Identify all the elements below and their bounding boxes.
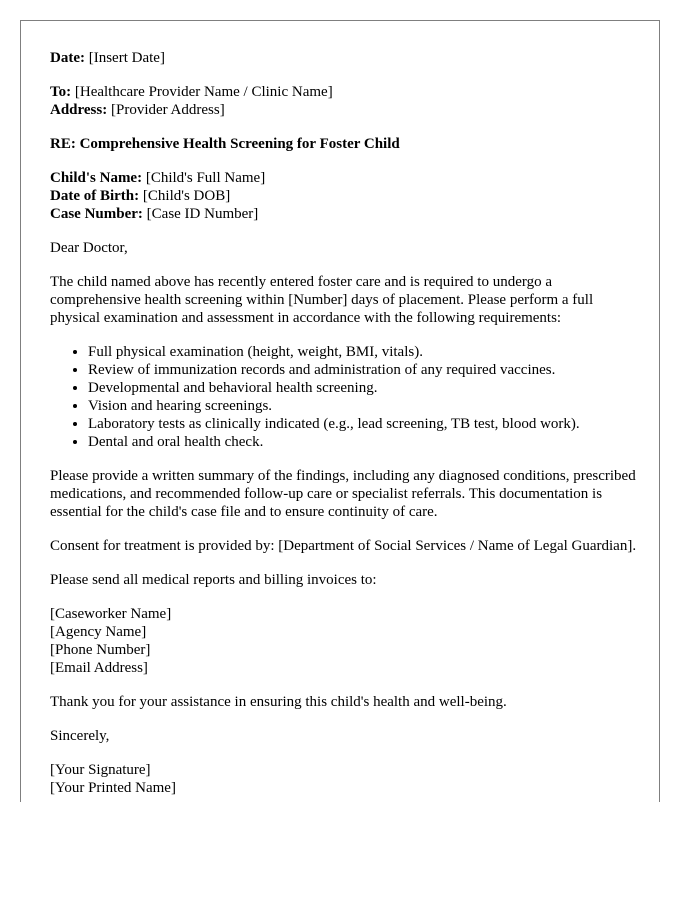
letter-page xyxy=(20,20,660,802)
to-line xyxy=(50,83,640,101)
to-value: [Healthcare Provider Name / Clinic Name] xyxy=(74,84,333,100)
child-name-line xyxy=(50,169,640,187)
to-label: To: xyxy=(50,84,72,100)
summary-request-paragraph: Please provide a written summary of the findings, including any diagnosed conditions, prescribed medications, and recommended follow-up care or specialist referrals. This documentation is essential for the child's case file and to ensure continuity of care. xyxy=(50,468,636,520)
agency-name: [Agency Name] xyxy=(50,624,147,640)
contact-block xyxy=(50,605,640,677)
printed-name: [Your Printed Name] xyxy=(50,780,176,796)
letter-body xyxy=(50,49,640,802)
case-number-value: [Case ID Number] xyxy=(146,206,259,222)
thanks-paragraph: Thank you for your assistance in ensuring this child's health and well-being. xyxy=(50,694,507,710)
list-item: • Dental and oral health check. xyxy=(88,433,640,451)
signature-block xyxy=(50,761,640,797)
list-item: • Full physical examination (height, weight, BMI, vitals). xyxy=(88,343,640,361)
address-label: Address: xyxy=(50,102,108,118)
address-line xyxy=(50,101,640,119)
case-number-line xyxy=(50,205,640,223)
child-dob-line xyxy=(50,187,640,205)
caseworker-name: [Caseworker Name] xyxy=(50,606,172,622)
signature: [Your Signature] xyxy=(50,762,151,778)
child-name-value: [Child's Full Name] xyxy=(145,170,266,186)
list-item: • Review of immunization records and administration of any required vaccines. xyxy=(88,361,640,379)
subject-line: RE: Comprehensive Health Screening for Foster Child xyxy=(50,136,400,152)
child-dob-value: [Child's DOB] xyxy=(142,188,231,204)
closing: Sincerely, xyxy=(50,728,110,744)
email-address: [Email Address] xyxy=(50,660,148,676)
date-line xyxy=(50,49,640,67)
case-number-label: Case Number: xyxy=(50,206,143,222)
address-value: [Provider Address] xyxy=(110,102,225,118)
intro-paragraph: The child named above has recently entered foster care and is required to undergo a comprehensive health screening within [Number] days of placement. Please perform a full physical examination and assessment in accordance with the following requirements: xyxy=(50,274,594,326)
list-item: • Developmental and behavioral health screening. xyxy=(88,379,640,397)
child-dob-label: Date of Birth: xyxy=(50,188,140,204)
date-label: Date: xyxy=(50,50,85,66)
child-info-block xyxy=(50,169,640,223)
date-value: [Insert Date] xyxy=(88,50,165,66)
recipient-block xyxy=(50,83,640,119)
child-name-label: Child's Name: xyxy=(50,170,143,186)
phone-number: [Phone Number] xyxy=(50,642,151,658)
send-to-paragraph: Please send all medical reports and billing invoices to: xyxy=(50,572,377,588)
list-item: • Vision and hearing screenings. xyxy=(88,397,640,415)
requirements-list xyxy=(50,343,640,451)
consent-paragraph: Consent for treatment is provided by: [Department of Social Services / Name of Legal Guardian]. xyxy=(50,538,637,554)
list-item: • Laboratory tests as clinically indicated (e.g., lead screening, TB test, blood work). xyxy=(88,415,640,433)
salutation: Dear Doctor, xyxy=(50,240,128,256)
